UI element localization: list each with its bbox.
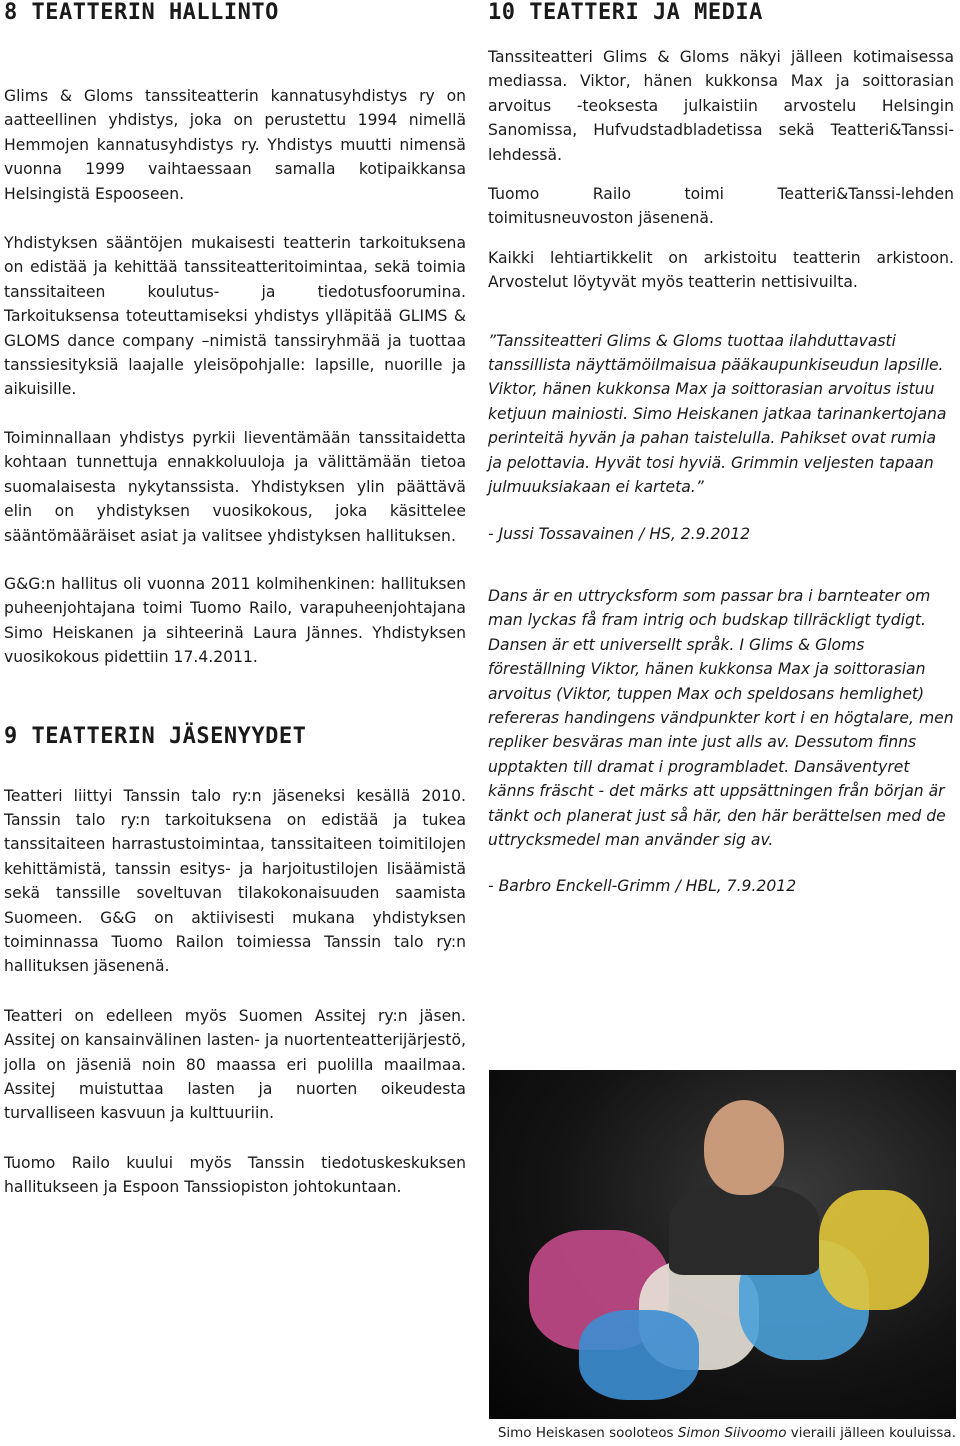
paragraph-tanssin-talo: Teatteri liittyi Tanssin talo ry:n jäseneksi kesällä 2010. Tanssin talo ry:n tarkoituksena on edistää ja tukea tanssitaiteen harrastustoimintaa, tanssitaiteen toimitilojen kehittämistä, tanssin esitys- ja harjoitustilojen lisäämistä sekä tanssille soveltuvan tilakokonaisuuden saamista Suomeen. G&G on aktiivisesti mukana yhdistyksen toiminnassa Tuomo Railon toimiessa Tanssin talo ry:n hallituksen jäsenenä. xyxy=(4,786,466,976)
paragraph-purpose: Yhdistyksen sääntöjen mukaisesti teatterin tarkoituksena on edistää ja kehittää tanssiteatteritoimintaa, sekä toimia tanssitaiteen koulutus- ja tiedotusfoorumina. Tarkoituksensa toteuttamiseksi yhdistys ylläpitää GLIMS & GLOMS dance company –nimistä tanssiryhmää ja tuottaa tanssiesityksiä laajalle yleisöpohjalle: lapsille, nuorille ja aikuisille. xyxy=(4,234,466,399)
photo-performer-shirt xyxy=(669,1185,819,1275)
paragraph-association: Glims & Gloms tanssiteatterin kannatusyhdistys ry on aatteellinen yhdistys, joka on perustettu 1994 nimellä Hemmojen kannatusyhdistys ry. Yhdistys muutti nimensä vuonna 1999 vaihtaessaan samalla kotipaikkansa Helsingistä Espooseen. xyxy=(4,87,466,203)
paragraph-activities: Toiminnallaan yhdistys pyrkii lieventämään tanssitaidetta kohtaan tunnettuja ennakkoluuloja ja välittämään tietoa suomalaisesta nykytanssista. Yhdistyksen ylin päättävä elin on yhdistyksen vuosikokous, joka käsittelee sääntömääräiset asiat ja valitsee yhdistyksen hallituksen. xyxy=(4,428,466,545)
caption-text-end: vieraili jälleen kouluissa. xyxy=(786,1425,956,1441)
quote-hbl-attribution: - Barbro Enckell-Grimm / HBL, 7.9.2012 xyxy=(488,877,797,896)
quote-hbl xyxy=(488,584,954,899)
caption-text-start: Simo Heiskasen sooloteos xyxy=(497,1425,678,1441)
quote-hs xyxy=(488,329,954,546)
paragraph-archive: Kaikki lehtiartikkelit on arkistoitu teatterin arkistoon. Arvostelut löytyvät myös teatterin nettisivuilta. xyxy=(488,248,954,292)
paragraph-assitej: Teatteri on edelleen myös Suomen Assitej ry:n jäsen. Assitej on kansainvälinen lasten- ja nuortenteatterijärjestö, jolla on jäseniä noin 80 maassa eri puolilla maailmaa. Assitej muistuttaa lasten ja nuorten oikeudesta turvalliseen kasvuun ja kulttuuriin. xyxy=(4,1006,466,1123)
photo-performer-head xyxy=(704,1100,784,1195)
paragraph-tiedotuskeskus: Tuomo Railo kuului myös Tanssin tiedotuskeskuksen hallitukseen ja Espoon Tanssiopiston johtokuntaan. xyxy=(4,1153,466,1197)
section-10-heading: 10 TEATTERI JA MEDIA xyxy=(488,0,763,25)
paragraph-editorial-board: Tuomo Railo toimi Teatteri&Tanssi-lehden toimitusneuvoston jäsenenä. xyxy=(488,185,954,228)
photo-caption xyxy=(489,1424,956,1442)
quote-hbl-text: Dans är en uttrycksform som passar bra i barnteater om man lyckas få fram intrig och budskap tillräckligt tydigt. Dansen är ett universellt språk. I Glims & Gloms föreställning Viktor, hänen kukkonsa Max ja soittorasian arvoitus (Viktor, tuppen Max och speldosans hemlighet) refereras handingens vändpunkter kort i en högtalare, men repliker besväras man inte just alls av. Dessutom finns upptakten till dramat i programbladet. Dansäventyret känns fräscht - det märks att uppsättningen från början är tänkt och planerat just så här, den här berättelsen med de uttrycksmedel man använder sig av. xyxy=(488,586,954,849)
quote-hs-attribution: - Jussi Tossavainen / HS, 2.9.2012 xyxy=(488,524,751,543)
section-9-heading: 9 TEATTERIN JÄSENYYDET xyxy=(4,723,307,749)
caption-work-title: Simon Siivoomo xyxy=(677,1425,787,1441)
photo-plastic-bags xyxy=(819,1190,929,1310)
performance-photo xyxy=(489,1070,956,1419)
section-8-heading: 8 TEATTERIN HALLINTO xyxy=(4,0,279,25)
left-column xyxy=(4,0,466,1200)
paragraph-board: G&G:n hallitus oli vuonna 2011 kolmihenkinen: hallituksen puheenjohtajana toimi Tuomo Railo, varapuheenjohtajana Simo Heiskanen ja sihteerinä Laura Jännes. Yhdistyksen vuosikokous pidettiin 17.4.2011. xyxy=(4,574,466,667)
right-column xyxy=(488,0,954,899)
paragraph-media: Tanssiteatteri Glims & Gloms näkyi jälleen kotimaisessa mediassa. Viktor, hänen kukkonsa Max ja soittorasian arvoitus -teoksesta julkaistiin arvostelu Helsingin Sanomissa, Hufvudstadbladetissa sekä Teatteri&Tanssi-lehdessä. xyxy=(488,48,954,164)
photo-plastic-bags xyxy=(579,1310,699,1400)
quote-hs-text: ”Tanssiteatteri Glims & Gloms tuottaa ilahduttavasti tanssillista näyttämöilmaisua pääkaupunkiseudun lapsille. Viktor, hänen kukkonsa Max ja soittorasian arvoitus istuu ketjuun mainiosti. Simo Heiskanen jatkaa tarinankertojana perinteitä hyvän ja pahan taistelulla. Pahikset ovat rumia ja pelottavia. Hyvät tosi hyviä. Grimmin veljesten tapaan julmuuksiakaan ei karteta.” xyxy=(488,331,947,497)
